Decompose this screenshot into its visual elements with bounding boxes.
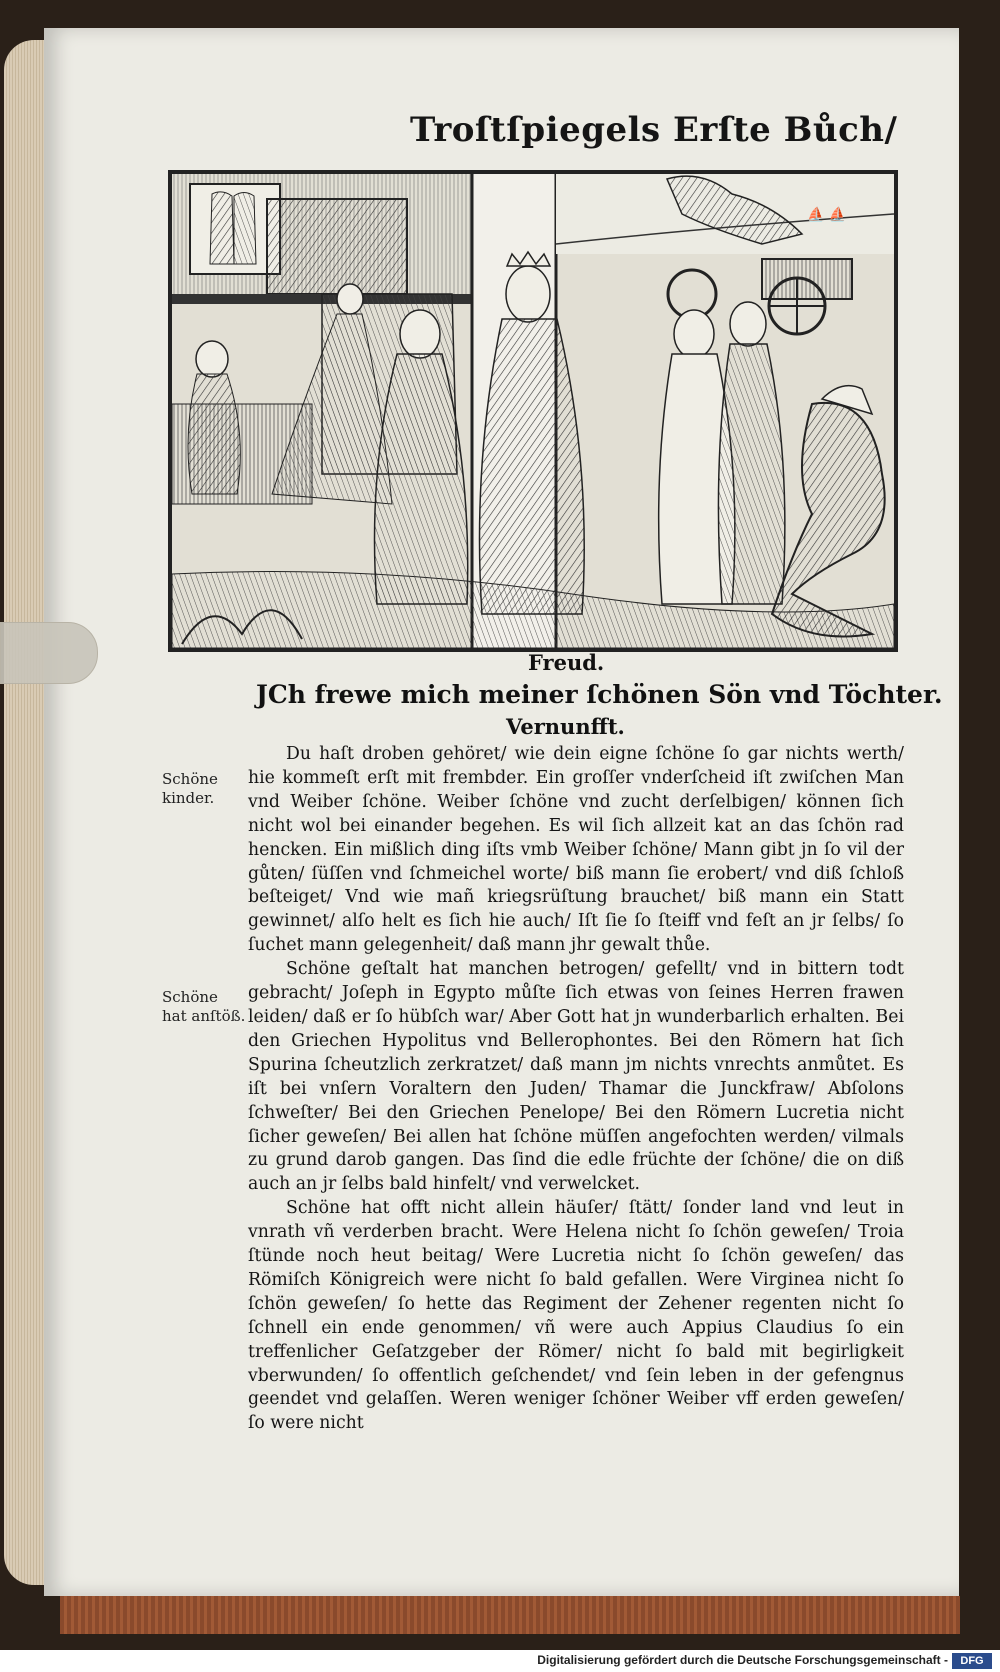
dialogue-heading: JCh frewe mich meiner ſchönen Sön vnd Töchter. [256, 680, 943, 709]
svg-text:⛵ ⛵: ⛵ ⛵ [807, 207, 847, 223]
woodcut-scene [172, 174, 894, 648]
footer-credit: Digitalisierung gefördert durch die Deutsche Forschungsgemeinschaft - [537, 1653, 948, 1667]
speaker-freud: Freud. [528, 650, 605, 675]
paragraph: Schöne hat offt nicht allein häuſer/ ſtätt/ ſonder land vnd leut in vnrath vñ verderben bracht. Were Helena nicht ſo ſchön geweſen/ Troia ſtünde noch heut beitag/ Were Lucretia nicht ſo ſchön geweſen/ das Römiſch Königreich were nicht ſo bald gefallen. Were Virginea nicht ſo ſchön geweſen/ ſo hette das Regiment der Zehener regenten nicht ſo ſchnell ein ende genommen/ vñ were auch Appius Claudius ſo ein treffenlicher Geſatzgeber der Römer/ nicht ſo bald mit begirligkeit vberwunden/ ſo offentlich geſchendet/ vnd ſein leben in der gefengnus geendet vnd gelaſſen. Weren weniger ſchöner Weiber vff erden geweſen/ ſo were nicht [248, 1198, 904, 1434]
margin-note: Schöne kinder. [162, 770, 218, 807]
dfg-logo: DFG [952, 1653, 992, 1669]
book-cover-edge [60, 1596, 960, 1634]
paragraph: Schöne geſtalt hat manchen betrogen/ gefellt/ vnd in bittern todt gebracht/ Joſeph in Egypto můſte ſich etwas von ſeines Herren frawen leiden/ daß er ſo hübſch war/ Aber Gott hat jn wunderbarlich erhalten. Bei den Griechen Hypolitus vnd Bellerophontes. Bei den Römern hat ſich Spurina ſcheutzlich zerkratzet/ daß mann jm nichts vnrechts anmůtet. Es iſt bei vnſern Voraltern den Juden/ Thamar die Junckfraw/ Abſolons ſchweſter/ Bei den Griechen Penelope/ Bei den Römern Lucretia nicht ſicher geweſen/ Bei allen hat ſchöne müſſen angefochten werden/ vilmals zu grund darob gangen. Das ſind die edle früchte der ſchöne/ die on diß auch an jr ſelbs bald hinfelt/ vnd verwelcket. [248, 959, 904, 1195]
woodcut-illustration [168, 170, 898, 652]
margin-note: Schöne hat anſtöß. [162, 988, 246, 1025]
footer-bar [0, 1650, 1000, 1672]
running-head: Troſtſpiegels Erſte Bůch/ [410, 110, 898, 150]
speaker-vernunfft: Vernunfft. [506, 714, 625, 739]
body-text [248, 743, 904, 1436]
page-clip [0, 622, 98, 684]
paragraph: Du haſt droben gehöret/ wie dein eigne ſchöne ſo gar nichts werth/ hie kommeſt erſt mit frembder. Ein groſſer vnderſcheid iſt zwiſchen Man vnd Weiber ſchöne. Weiber ſchöne vnd zucht derſelbigen/ können ſich nicht wol bei einander begehen. Es wil ſich allzeit kat an das ſchön rad hencken. Ein mißlich ding iſts vmb Weiber ſchöne/ Mann gibt jn ſo vil der gůten/ ſüſſen vnd ſchmeichel worte/ biß mann ſie erobert/ vnd diß ſchloß beſteiget/ Vnd wie mañ kriegsrüſtung brauchet/ biß mann ein Statt gewinnet/ alſo helt es ſich hie auch/ Iſt ſie ſo ſteiff vnd feſt an jr ſelbs/ ſo ſuchet mann gelegenheit/ daß mann jhr gewalt thůe. [248, 744, 904, 956]
